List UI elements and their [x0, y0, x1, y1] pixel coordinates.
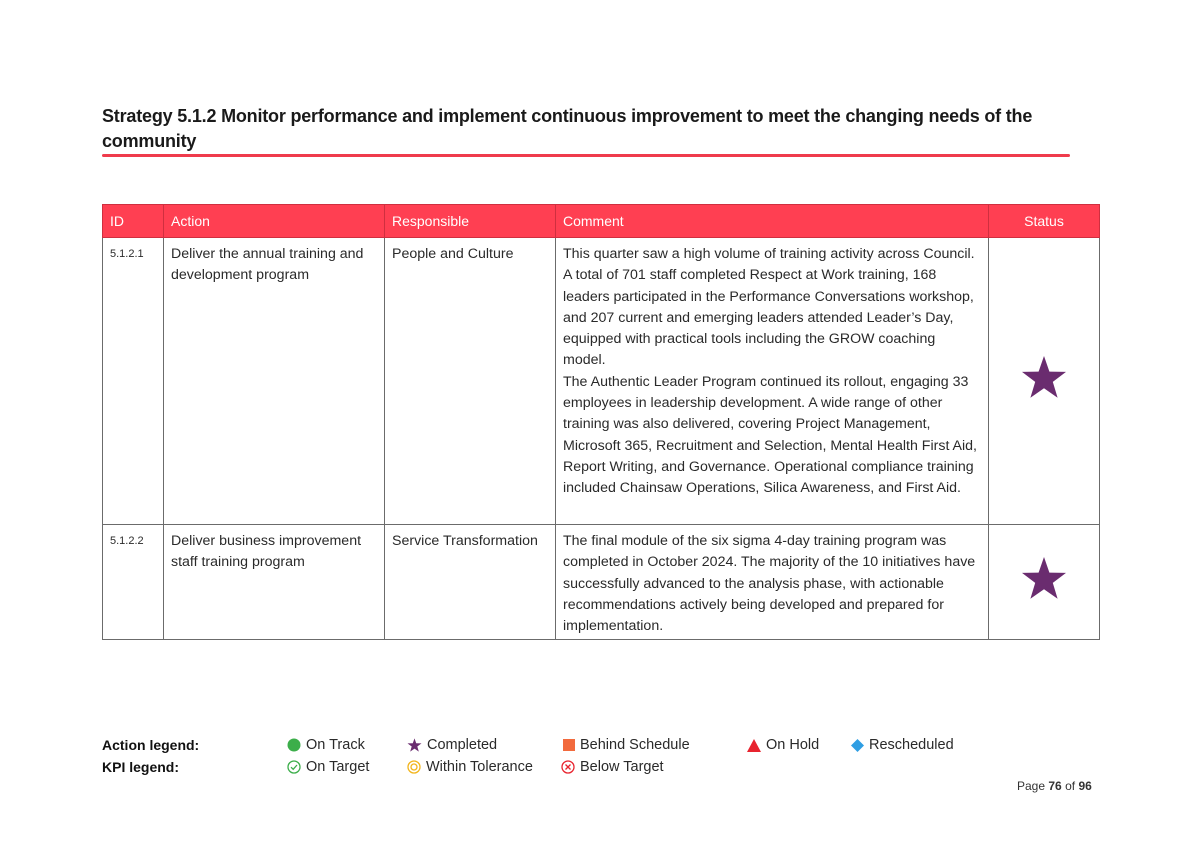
row-status: [989, 238, 1100, 525]
legend-on-hold: On Hold: [747, 737, 819, 753]
page-title: Strategy 5.1.2 Monitor performance and implement continuous improvement to meet the changing needs of the community: [102, 106, 1033, 151]
row-comment: [556, 238, 989, 525]
column-header-id: ID: [103, 205, 164, 238]
actions-table: [102, 204, 1100, 640]
legend-on-track: On Track: [287, 737, 365, 753]
column-header-status: Status: [989, 205, 1100, 238]
legend-rescheduled: Rescheduled: [851, 737, 954, 753]
comment-paragraph: The Authentic Leader Program continued its rollout, engaging 33 employees in leadership development. A wide range of other training was also delivered, covering Project Management, Microsoft 365, Recruitment and Selection, Mental Health First Aid, Report Writing, and Governance. Operational compliance training included Chainsaw Operations, Silica Awareness, and First Aid.: [563, 373, 977, 497]
blue-diamond-icon: [851, 739, 864, 752]
completed-star-icon: [1021, 355, 1067, 399]
legend-within-tolerance: Within Tolerance: [407, 759, 533, 775]
comment-paragraph: The final module of the six sigma 4-day training program was completed in October 2024. The majority of the 10 initiatives have successfully advanced to the analysis phase, with actionable recommendations actively being developed and prepared for implementation.: [563, 533, 976, 635]
title-underline: [102, 154, 1070, 157]
action-legend-label: Action legend:: [102, 737, 200, 753]
row-status: [989, 525, 1100, 640]
column-header-responsible: Responsible: [385, 205, 556, 238]
row-action: Deliver business improvement staff training program: [164, 525, 385, 640]
x-circle-icon: [561, 760, 575, 774]
row-action: Deliver the annual training and development program: [164, 238, 385, 525]
row-id: 5.1.2.2: [103, 525, 164, 640]
row-responsible: People and Culture: [385, 238, 556, 525]
target-circle-icon: [407, 760, 421, 774]
check-circle-icon: [287, 760, 301, 774]
purple-star-icon: [407, 738, 422, 752]
comment-paragraph: This quarter saw a high volume of training activity across Council. A total of 701 staff completed Respect at Work training, 168 leaders participated in the Performance Conversations workshop, and 207 current and emerging leaders attended Leader’s Day, equipped with practical tools including the GROW coaching model.: [563, 246, 975, 369]
table-header-row: [103, 205, 1100, 238]
row-responsible: Service Transformation: [385, 525, 556, 640]
column-header-comment: Comment: [556, 205, 989, 238]
green-circle-icon: [287, 738, 301, 752]
orange-square-icon: [563, 739, 575, 751]
row-comment: [556, 525, 989, 640]
legend-on-target: On Target: [287, 759, 369, 775]
red-triangle-icon: [747, 739, 761, 752]
legend-behind-schedule: Behind Schedule: [563, 737, 690, 753]
kpi-legend-label: KPI legend:: [102, 759, 180, 775]
completed-star-icon: [1021, 556, 1067, 600]
legend-below-target: Below Target: [561, 759, 664, 775]
page-number: Page 76 of 96: [1017, 779, 1092, 793]
table-row: [103, 238, 1100, 525]
legend-completed: Completed: [407, 737, 497, 753]
column-header-action: Action: [164, 205, 385, 238]
table-row: [103, 525, 1100, 640]
row-id: 5.1.2.1: [103, 238, 164, 525]
